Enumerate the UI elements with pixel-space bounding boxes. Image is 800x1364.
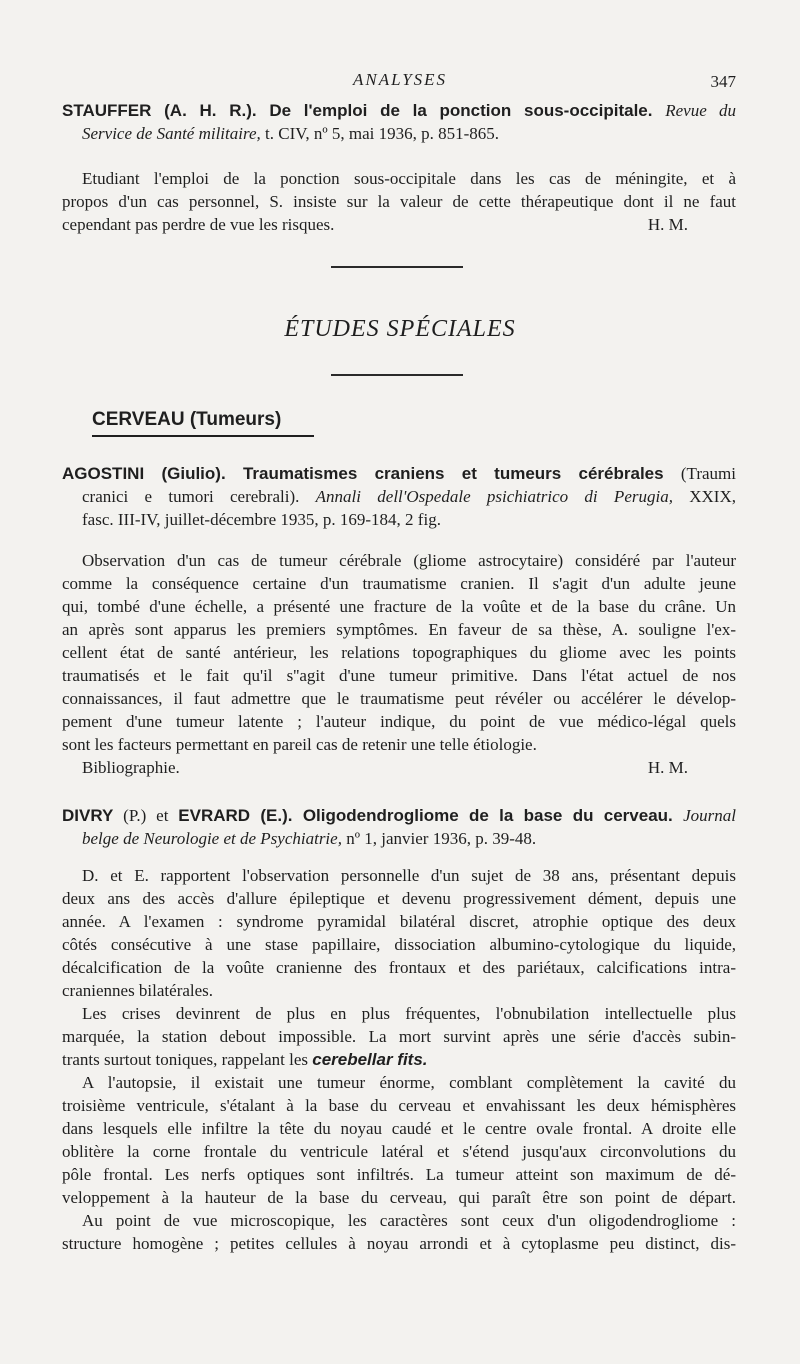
journal-name: belge de Neurologie et de Psychiatrie, xyxy=(82,829,342,848)
body-line: an après sont apparus les premiers symptômes. En faveur de sa thèse, A. souligne l'ex- xyxy=(62,620,736,639)
body-line: Etudiant l'emploi de la ponction sous-occipitale dans les cas de méningite, et à xyxy=(82,169,736,188)
journal-name: Service de Santé militaire, xyxy=(82,124,261,143)
citation-details: nº 1, janvier 1936, p. 39-48. xyxy=(341,829,537,848)
body-line: D. et E. rapportent l'observation personnelle d'un sujet de 38 ans, présentant depuis xyxy=(82,866,736,885)
author-initial: (P.) et xyxy=(113,806,179,825)
body-line: troisième ventricule, s'étalant à la base du cerveau et envahissant les deux hémisphères xyxy=(62,1096,736,1115)
body-line: veloppement à la hauteur de la base du cerveau, qui paraît être son point de départ. xyxy=(62,1188,736,1207)
emphasis-text: cerebellar fits. xyxy=(312,1050,428,1069)
article-title: (A. H. R.). De l'emploi de la ponction sous-occipitale. xyxy=(151,101,666,120)
body-line: craniennes bilatérales. xyxy=(62,981,214,1000)
journal-name: Journal xyxy=(683,806,736,825)
author-name: EVRARD xyxy=(178,806,251,825)
journal-name: Revue du xyxy=(665,101,736,120)
body-line: oblitère la corne frontale du ventricule latéral et s'étend jusqu'aux circonvolutions du xyxy=(62,1142,736,1161)
body-line: marquée, la station debout impossible. La mort survint après une série d'accès subin- xyxy=(62,1027,736,1046)
page-number: 347 xyxy=(710,72,736,91)
body-line: sont les facteurs permettant en pareil cas de retenir une telle étiologie. xyxy=(62,735,537,754)
body-line: pôle frontal. Les nerfs optiques sont infiltrés. La tumeur atteint son maximum de dé- xyxy=(62,1165,736,1184)
body-text: cependant pas perdre de vue les risques. xyxy=(62,215,335,234)
body-line: traumatisés et le fait qu'il s''agit d'une tumeur primitive. Dans l'état actuel de nos xyxy=(62,666,736,685)
original-title: (Traumi xyxy=(680,464,736,483)
body-line: Au point de vue microscopique, les caractères sont ceux d'un oligodendrogliome : xyxy=(82,1211,736,1230)
body-line: pement d'une tumeur latente ; l'auteur indique, du point de vue médico-légal quels xyxy=(62,712,736,731)
divider-rule xyxy=(331,374,463,376)
body-line: comme la conséquence certaine d'un traumatisme cranien. Il s'agit d'un adulte jeune xyxy=(62,574,736,593)
reference-line xyxy=(62,122,736,145)
body-line: qui, tombé d'une échelle, a présenté une fracture de la voûte et de la base du crâne. Un xyxy=(62,597,736,616)
article-title: (Giulio). Traumatismes craniens et tumeurs cérébrales xyxy=(144,464,681,483)
body-line: deux ans des accès d'allure épileptique et devenu progressivement dément, depuis une xyxy=(62,889,736,908)
section-title: ÉTUDES SPÉCIALES xyxy=(284,316,516,342)
reference-line xyxy=(62,827,736,850)
reference-line xyxy=(62,462,736,485)
entry-divry-evrard xyxy=(62,804,736,1255)
body-line: connaissances, il faut admettre que le traumatisme peut révéler ou accélérer le dévelop- xyxy=(62,689,736,708)
journal-name: Annali dell'Ospedale psichiatrico di Perugia, xyxy=(315,487,673,506)
body-line xyxy=(62,213,736,236)
author-name: DIVRY xyxy=(62,806,114,825)
signature: H. M. xyxy=(647,758,688,777)
body-line: décalcification de la voûte cranienne des frontaux et des pariétaux, calcifications intra- xyxy=(62,958,736,977)
original-title: cranici e tumori cerebrali). xyxy=(82,487,316,506)
heading-underline xyxy=(92,435,314,437)
signature: H. M. xyxy=(647,215,688,234)
divider-rule xyxy=(331,266,463,268)
body-line xyxy=(62,756,736,779)
body-line: dans lesquels elle infiltre la tête du noyau caudé et le centre ovale frontal. A droite elle xyxy=(62,1119,736,1138)
entry-agostini xyxy=(62,462,736,779)
reference-line xyxy=(62,804,736,827)
article-title: (E.). Oligodendrogliome de la base du cerveau. xyxy=(250,806,684,825)
entry-stauffer xyxy=(62,99,736,236)
volume: XXIX, xyxy=(672,487,736,506)
body-line: cellent état de santé antérieur, les relations topographiques du gliome avec les points xyxy=(62,643,736,662)
page-header xyxy=(0,70,800,96)
body-line: Observation d'un cas de tumeur cérébrale (gliome astrocytaire) considéré par l'auteur xyxy=(82,551,736,570)
body-line: A l'autopsie, il existait une tumeur énorme, comblant complètement la cavité du xyxy=(82,1073,736,1092)
author-name: STAUFFER xyxy=(62,101,152,120)
body-line: Les crises devinrent de plus en plus fréquentes, l'obnubilation intellectuelle plus xyxy=(82,1004,736,1023)
body-text: Bibliographie. xyxy=(82,758,180,777)
body-line: année. A l'examen : syndrome pyramidal bilatéral discret, atrophie optique des deux xyxy=(62,912,736,931)
author-name: AGOSTINI xyxy=(62,464,145,483)
body-line: structure homogène ; petites cellules à noyau arrondi et à cytoplasme peu distinct, dis- xyxy=(62,1234,736,1253)
body-line: propos d'un cas personnel, S. insiste sur la valeur de cette thérapeutique dont il ne faut xyxy=(62,192,736,211)
running-title: ANALYSES xyxy=(352,70,448,89)
body-line: côtés consécutive à une stase papillaire, dissociation albumino-cytologique du liquide, xyxy=(62,935,736,954)
subject-heading: CERVEAU (Tumeurs) xyxy=(92,409,282,430)
body-line xyxy=(62,1048,736,1071)
reference-line xyxy=(62,485,736,508)
body-text: trants surtout toniques, rappelant les xyxy=(62,1050,313,1069)
reference-line xyxy=(62,99,736,122)
reference-line: fasc. III-IV, juillet-décembre 1935, p. 169-184, 2 fig. xyxy=(82,510,441,529)
citation-details: t. CIV, nº 5, mai 1936, p. 851-865. xyxy=(260,124,499,143)
